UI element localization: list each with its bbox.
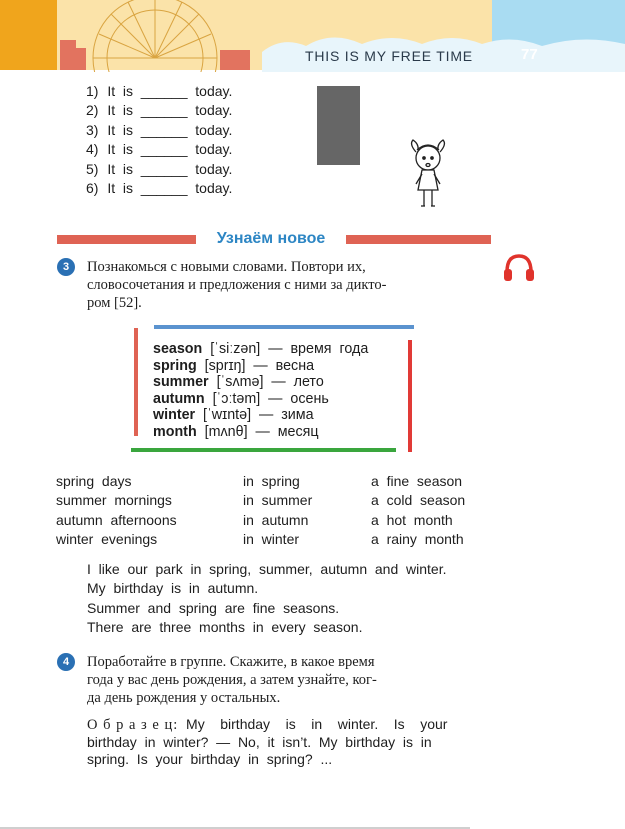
- example-label: О б р а з е ц:: [87, 717, 179, 733]
- phrases-column-3: [371, 472, 465, 550]
- vocab-item: winter [ˈwɪntə] — зима: [153, 407, 314, 424]
- banner-bar-left: [57, 235, 200, 244]
- phrases-column-2: [243, 472, 312, 550]
- phrase-item: in winter: [243, 531, 300, 548]
- fill-in-list: [86, 82, 232, 198]
- task4-instruction: Поработайте в группе. Скажите, в какое время года у вас день рождения, а затем узнайте, ког- да день рождения у остальных.: [87, 654, 377, 706]
- task3-instruction: Познакомься с новыми словами. Повтори их, словосочетания и предложения с ними за дикто- ром [52].: [87, 259, 387, 311]
- phrase-item: autumn afternoons: [56, 511, 177, 528]
- headphones-icon[interactable]: [503, 252, 535, 282]
- list-item: 6) It is ______ today.: [86, 180, 233, 197]
- phrase-item: a cold season: [371, 492, 466, 509]
- phrases-column-1: [56, 472, 177, 550]
- vocab-item: autumn [ˈɔːtəm] — осень: [153, 390, 329, 407]
- page-header-title: THIS IS MY FREE TIME: [305, 48, 473, 64]
- section-banner: Узнаём новое: [196, 229, 346, 249]
- phrase-item: in summer: [243, 492, 313, 509]
- placeholder-image: [317, 86, 360, 165]
- page-number: 77: [521, 46, 538, 63]
- list-item: 4) It is ______ today.: [86, 141, 233, 158]
- list-item: 5) It is ______ today.: [86, 160, 233, 177]
- sentence: My birthday is in autumn.: [87, 580, 259, 597]
- frame-top-bar: [154, 325, 414, 329]
- phrase-item: a hot month: [371, 511, 453, 528]
- sentence: Summer and spring are fine seasons.: [87, 599, 340, 616]
- phrase-item: spring days: [56, 473, 132, 489]
- frame-left-bar: [134, 328, 138, 436]
- banner-bar-right: [342, 235, 491, 244]
- phrase-item: in spring: [243, 473, 300, 489]
- vocabulary-list: [153, 341, 368, 441]
- vocab-item: season [ˈsiːzən] — время года: [153, 341, 369, 357]
- phrase-item: winter evenings: [56, 531, 158, 548]
- example-sentences: [87, 560, 447, 638]
- list-item: 3) It is ______ today.: [86, 121, 233, 138]
- task-number-badge: 3: [57, 258, 75, 276]
- task-number-badge: 4: [57, 653, 75, 671]
- list-item: 1) It is ______ today.: [86, 83, 233, 99]
- task4-example: О б р а з е ц: My birthday is in winter. Is your birthday in winter? — No, it isn’t. My birthday is in spring. Is your birthday in spring? ...: [87, 716, 448, 767]
- frame-right-bar: [408, 340, 412, 452]
- sentence: There are three months in every season.: [87, 619, 363, 636]
- list-item: 2) It is ______ today.: [86, 102, 233, 119]
- sentence: I like our park in spring, summer, autumn and winter.: [87, 561, 447, 577]
- phrase-item: a fine season: [371, 473, 463, 489]
- frame-bottom-bar: [131, 448, 396, 452]
- vocab-item: spring [sprɪŋ] — весна: [153, 357, 315, 374]
- phrase-item: in autumn: [243, 511, 309, 528]
- phrase-item: summer mornings: [56, 492, 172, 509]
- girl-illustration: [403, 138, 453, 214]
- vocab-item: summer [ˈsʌmə] — лето: [153, 374, 324, 391]
- vocab-item: month [mʌnθ] — месяц: [153, 423, 319, 440]
- phrase-item: a rainy month: [371, 531, 464, 548]
